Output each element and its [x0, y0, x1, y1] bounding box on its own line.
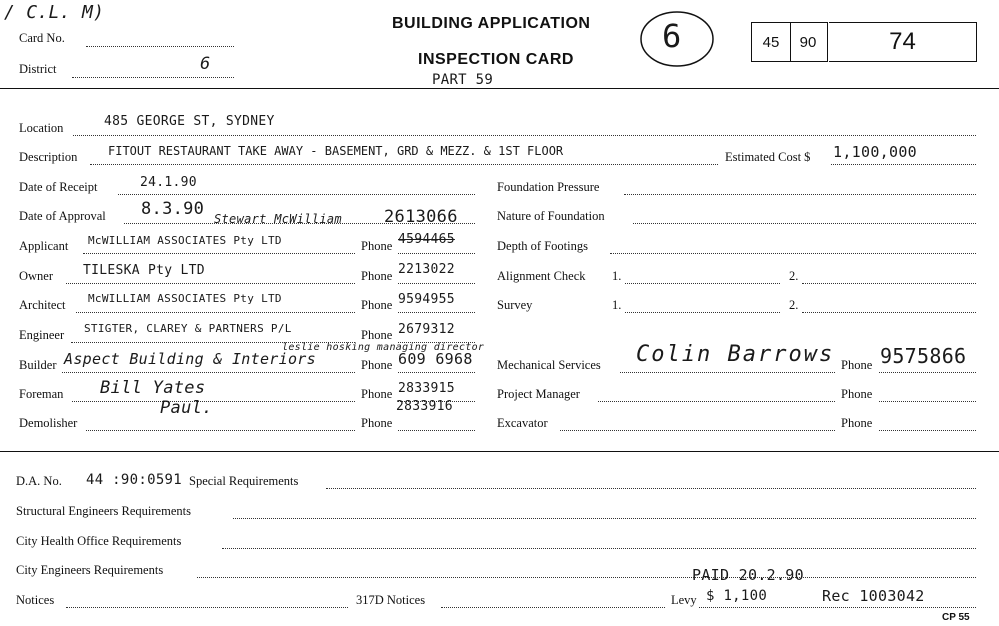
- notices-label: Notices: [16, 593, 55, 607]
- foundation-pressure-line: [624, 194, 976, 195]
- project-manager-label: Project Manager: [497, 387, 580, 401]
- date-receipt-line: [118, 194, 475, 195]
- notices-317d-label: 317D Notices: [356, 593, 426, 607]
- district-value: 6: [200, 54, 211, 74]
- mechanical-phone-label: Phone: [841, 358, 873, 372]
- foundation-pressure-label: Foundation Pressure: [497, 180, 600, 194]
- demolisher-line: [86, 430, 355, 431]
- engineer-phone-value: 2679312: [398, 322, 455, 337]
- box-3: 74: [829, 22, 977, 62]
- date-approval-label: Date of Approval: [19, 209, 106, 223]
- health-label: City Health Office Requirements: [16, 534, 182, 548]
- title-inspection-card: INSPECTION CARD: [418, 51, 574, 68]
- foreman-phone-value: 2833915: [398, 381, 455, 396]
- part-number: PART 59: [432, 72, 494, 88]
- survey-num-2: 2.: [789, 298, 799, 312]
- project-manager-phone-line: [879, 401, 976, 402]
- structural-label: Structural Engineers Requirements: [16, 504, 191, 518]
- description-line: [90, 164, 718, 165]
- notices-line: [66, 607, 348, 608]
- foreman-line: [72, 401, 355, 402]
- card-no-handwritten: / C.L. M): [4, 2, 105, 23]
- builder-phone-line: [398, 372, 475, 373]
- builder-label: Builder: [19, 358, 57, 372]
- box-1: 45: [751, 22, 791, 62]
- alignment-line-2: [802, 283, 976, 284]
- builder-phone-value: 609 6968: [398, 350, 473, 368]
- mechanical-phone-line: [879, 372, 976, 373]
- approval-note: Stewart McWilliam: [214, 212, 342, 226]
- structural-line: [233, 518, 976, 519]
- card-no-line: [86, 46, 234, 47]
- district-line: [72, 77, 234, 78]
- details-divider: [0, 451, 999, 452]
- owner-label: Owner: [19, 269, 54, 283]
- circled-number: 6: [662, 17, 682, 55]
- project-manager-phone-label: Phone: [841, 387, 873, 401]
- da-value: 44 :90:0591: [86, 472, 183, 488]
- foreman-label: Foreman: [19, 387, 64, 401]
- architect-phone-line: [398, 312, 475, 313]
- architect-phone-label: Phone: [361, 298, 393, 312]
- excavator-phone-label: Phone: [841, 416, 873, 430]
- city-eng-line: [197, 577, 976, 578]
- mechanical-phone-value: 9575866: [880, 344, 967, 368]
- description-value: FITOUT RESTAURANT TAKE AWAY - BASEMENT, GRD & MEZZ. & 1ST FLOOR: [108, 144, 564, 158]
- title-building-application: BUILDING APPLICATION: [392, 15, 591, 32]
- alignment-line-1: [625, 283, 780, 284]
- owner-line: [66, 283, 355, 284]
- card-no-label: Card No.: [19, 31, 65, 45]
- survey-num-1: 1.: [612, 298, 622, 312]
- location-line: [73, 135, 976, 136]
- estimated-cost-label: Estimated Cost $: [725, 150, 811, 164]
- excavator-line: [560, 430, 835, 431]
- box-2: 90: [789, 22, 828, 62]
- applicant-line: [83, 253, 355, 254]
- foreman-phone-value-2: 2833916: [396, 399, 453, 414]
- owner-value: TILESKA Pty LTD: [83, 263, 205, 278]
- date-approval-value: 8.3.90: [141, 199, 205, 219]
- architect-label: Architect: [19, 298, 66, 312]
- foreman-phone-label: Phone: [361, 387, 393, 401]
- receipt-number: Rec 1003042: [822, 587, 925, 605]
- architect-phone-value: 9594955: [398, 292, 455, 307]
- applicant-label: Applicant: [19, 239, 69, 253]
- date-receipt-label: Date of Receipt: [19, 180, 98, 194]
- engineer-label: Engineer: [19, 328, 65, 342]
- depth-footings-line: [610, 253, 976, 254]
- location-value: 485 GEORGE ST, SYDNEY: [104, 114, 275, 129]
- applicant-phone-value: 4594465: [398, 232, 455, 247]
- levy-value: $ 1,100: [706, 588, 768, 604]
- nature-foundation-label: Nature of Foundation: [497, 209, 605, 223]
- paid-stamp: PAID 20.2.90: [692, 566, 804, 584]
- excavator-label: Excavator: [497, 416, 548, 430]
- da-label: D.A. No.: [16, 474, 62, 488]
- builder-phone-label: Phone: [361, 358, 393, 372]
- approval-phone-note: 2613066: [384, 207, 458, 227]
- alignment-num-1: 1.: [612, 269, 622, 283]
- builder-note: leslie hosking managing director: [282, 342, 485, 353]
- alignment-num-2: 2.: [789, 269, 799, 283]
- applicant-value: McWILLIAM ASSOCIATES Pty LTD: [88, 234, 282, 247]
- survey-label: Survey: [497, 298, 533, 312]
- mechanical-value: Colin Barrows: [636, 342, 835, 367]
- foreman-value: Bill Yates: [100, 378, 206, 398]
- demolisher-phone-label: Phone: [361, 416, 393, 430]
- location-label: Location: [19, 121, 64, 135]
- levy-label: Levy: [671, 593, 697, 607]
- date-receipt-value: 24.1.90: [140, 175, 197, 190]
- estimated-cost-value: 1,100,000: [833, 143, 917, 161]
- architect-value: McWILLIAM ASSOCIATES Pty LTD: [88, 292, 282, 305]
- description-label: Description: [19, 150, 78, 164]
- project-manager-line: [598, 401, 835, 402]
- mechanical-label: Mechanical Services: [497, 358, 601, 372]
- depth-footings-label: Depth of Footings: [497, 239, 588, 253]
- architect-line: [76, 312, 355, 313]
- applicant-phone-label: Phone: [361, 239, 393, 253]
- district-label: District: [19, 62, 57, 76]
- demolisher-phone-line: [398, 430, 475, 431]
- health-line: [222, 548, 976, 549]
- alignment-check-label: Alignment Check: [497, 269, 586, 283]
- notices-317d-line: [441, 607, 665, 608]
- nature-foundation-line: [633, 223, 976, 224]
- owner-phone-label: Phone: [361, 269, 393, 283]
- special-line: [326, 488, 976, 489]
- builder-value: Aspect Building & Interiors: [64, 350, 316, 368]
- city-eng-label: City Engineers Requirements: [16, 563, 164, 577]
- estimated-cost-line: [831, 164, 976, 165]
- excavator-phone-line: [879, 430, 976, 431]
- survey-line-2: [802, 312, 976, 313]
- header-divider: [0, 88, 999, 89]
- survey-line-1: [625, 312, 780, 313]
- engineer-value: STIGTER, CLAREY & PARTNERS P/L: [84, 322, 292, 335]
- applicant-phone-line: [398, 253, 475, 254]
- form-code: CP 55: [942, 612, 970, 623]
- builder-line: [62, 372, 355, 373]
- levy-line: [699, 607, 976, 608]
- special-label: Special Requirements: [189, 474, 299, 488]
- demolisher-label: Demolisher: [19, 416, 78, 430]
- foreman-value-2: Paul.: [160, 398, 213, 418]
- mechanical-line: [620, 372, 835, 373]
- owner-phone-line: [398, 283, 475, 284]
- engineer-phone-label: Phone: [361, 328, 393, 342]
- owner-phone-value: 2213022: [398, 262, 455, 277]
